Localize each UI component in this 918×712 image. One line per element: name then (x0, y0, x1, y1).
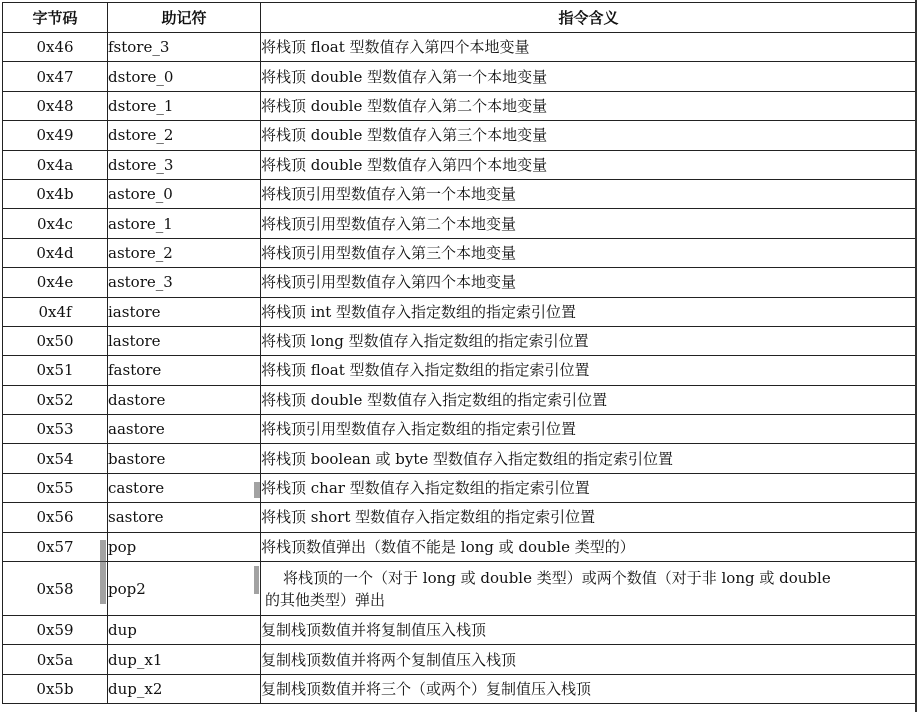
header-description: 指令含义 (261, 3, 917, 33)
table-row (3, 674, 917, 703)
table-row (3, 297, 917, 326)
cell-mnemonic: sastore (108, 503, 261, 532)
cell-description: 将栈顶 long 型数值存入指定数组的指定索引位置 (261, 326, 917, 355)
table-row (3, 62, 917, 91)
cell-mnemonic: fastore (108, 356, 261, 385)
cell-description: 将栈顶引用型数值存入指定数组的指定索引位置 (261, 415, 917, 444)
table-row (3, 532, 917, 561)
cell-bytecode: 0x4e (3, 268, 108, 297)
table-row (3, 121, 917, 150)
cell-mnemonic: astore_1 (108, 209, 261, 238)
table-row (3, 326, 917, 355)
cell-mnemonic: astore_3 (108, 268, 261, 297)
cell-bytecode: 0x49 (3, 121, 108, 150)
cell-description: 复制栈顶数值并将两个复制值压入栈顶 (261, 645, 917, 674)
cell-bytecode: 0x55 (3, 473, 108, 502)
cell-description: 将栈顶 boolean 或 byte 型数值存入指定数组的指定索引位置 (261, 444, 917, 473)
table-row (3, 356, 917, 385)
cell-description: 将栈顶引用型数值存入第二个本地变量 (261, 209, 917, 238)
cell-mnemonic: dstore_2 (108, 121, 261, 150)
cell-description: 将栈顶 float 型数值存入指定数组的指定索引位置 (261, 356, 917, 385)
table-row (3, 179, 917, 208)
scan-smudge (254, 482, 260, 498)
cell-description: 将栈顶数值弹出（数值不能是 long 或 double 类型的） (261, 532, 917, 561)
cell-bytecode: 0x50 (3, 326, 108, 355)
cell-mnemonic: dup (108, 616, 261, 645)
cell-bytecode: 0x4a (3, 150, 108, 179)
table-row (3, 503, 917, 532)
cell-mnemonic: lastore (108, 326, 261, 355)
cell-mnemonic: bastore (108, 444, 261, 473)
cell-mnemonic: iastore (108, 297, 261, 326)
cell-mnemonic: aastore (108, 415, 261, 444)
cell-mnemonic: dstore_3 (108, 150, 261, 179)
cell-bytecode: 0x54 (3, 444, 108, 473)
page-edge (915, 0, 917, 712)
table-row (3, 91, 917, 120)
cell-description: 将栈顶 short 型数值存入指定数组的指定索引位置 (261, 503, 917, 532)
header-mnemonic: 助记符 (108, 3, 261, 33)
cell-mnemonic: fstore_3 (108, 33, 261, 62)
cell-description: 复制栈顶数值并将三个（或两个）复制值压入栈顶 (261, 674, 917, 703)
table-row (3, 209, 917, 238)
description-line-2: 的其他类型）弹出 (265, 590, 386, 609)
table-row (3, 645, 917, 674)
cell-mnemonic: dstore_0 (108, 62, 261, 91)
table-row (3, 33, 917, 62)
cell-description: 将栈顶引用型数值存入第一个本地变量 (261, 179, 917, 208)
table-row (3, 238, 917, 267)
cell-bytecode: 0x5b (3, 674, 108, 703)
table-row (3, 473, 917, 502)
opcode-table (2, 2, 917, 704)
cell-bytecode: 0x51 (3, 356, 108, 385)
cell-description: 将栈顶 double 型数值存入第四个本地变量 (261, 150, 917, 179)
cell-mnemonic: dup_x2 (108, 674, 261, 703)
cell-bytecode: 0x5a (3, 645, 108, 674)
cell-description: 将栈顶 float 型数值存入第四个本地变量 (261, 33, 917, 62)
description-line-1: 将栈顶的一个（对于 long 或 double 类型）或两个数值（对于非 long 或 double (283, 568, 831, 587)
table-row (3, 150, 917, 179)
table-row (3, 616, 917, 645)
cell-mnemonic: astore_0 (108, 179, 261, 208)
cell-description: 复制栈顶数值并将复制值压入栈顶 (261, 616, 917, 645)
cell-bytecode: 0x4c (3, 209, 108, 238)
table-row (3, 385, 917, 414)
cell-mnemonic: castore (108, 473, 261, 502)
cell-description: 将栈顶 double 型数值存入第一个本地变量 (261, 62, 917, 91)
cell-bytecode: 0x4b (3, 179, 108, 208)
table-row (3, 562, 917, 616)
cell-bytecode: 0x59 (3, 616, 108, 645)
cell-mnemonic: pop (108, 532, 261, 561)
cell-mnemonic: astore_2 (108, 238, 261, 267)
cell-bytecode: 0x56 (3, 503, 108, 532)
cell-bytecode: 0x47 (3, 62, 108, 91)
scan-smudge (100, 540, 106, 604)
cell-mnemonic: dastore (108, 385, 261, 414)
cell-bytecode: 0x52 (3, 385, 108, 414)
cell-description: 将栈顶引用型数值存入第三个本地变量 (261, 238, 917, 267)
header-bytecode: 字节码 (3, 3, 108, 33)
cell-bytecode: 0x46 (3, 33, 108, 62)
table-row (3, 444, 917, 473)
scan-smudge (254, 566, 259, 594)
cell-bytecode: 0x48 (3, 91, 108, 120)
cell-bytecode: 0x4d (3, 238, 108, 267)
table-header-row (3, 3, 917, 33)
cell-description: 将栈顶 double 型数值存入第二个本地变量 (261, 91, 917, 120)
table-row (3, 268, 917, 297)
table-row (3, 415, 917, 444)
cell-description: 将栈顶 int 型数值存入指定数组的指定索引位置 (261, 297, 917, 326)
cell-description: 将栈顶 double 型数值存入指定数组的指定索引位置 (261, 385, 917, 414)
cell-bytecode: 0x58 (3, 562, 108, 616)
cell-bytecode: 0x4f (3, 297, 108, 326)
cell-bytecode: 0x57 (3, 532, 108, 561)
cell-mnemonic: dstore_1 (108, 91, 261, 120)
cell-description (261, 562, 917, 616)
cell-mnemonic: pop2 (108, 562, 261, 616)
cell-mnemonic: dup_x1 (108, 645, 261, 674)
cell-bytecode: 0x53 (3, 415, 108, 444)
cell-description: 将栈顶 char 型数值存入指定数组的指定索引位置 (261, 473, 917, 502)
cell-description: 将栈顶 double 型数值存入第三个本地变量 (261, 121, 917, 150)
cell-description: 将栈顶引用型数值存入第四个本地变量 (261, 268, 917, 297)
